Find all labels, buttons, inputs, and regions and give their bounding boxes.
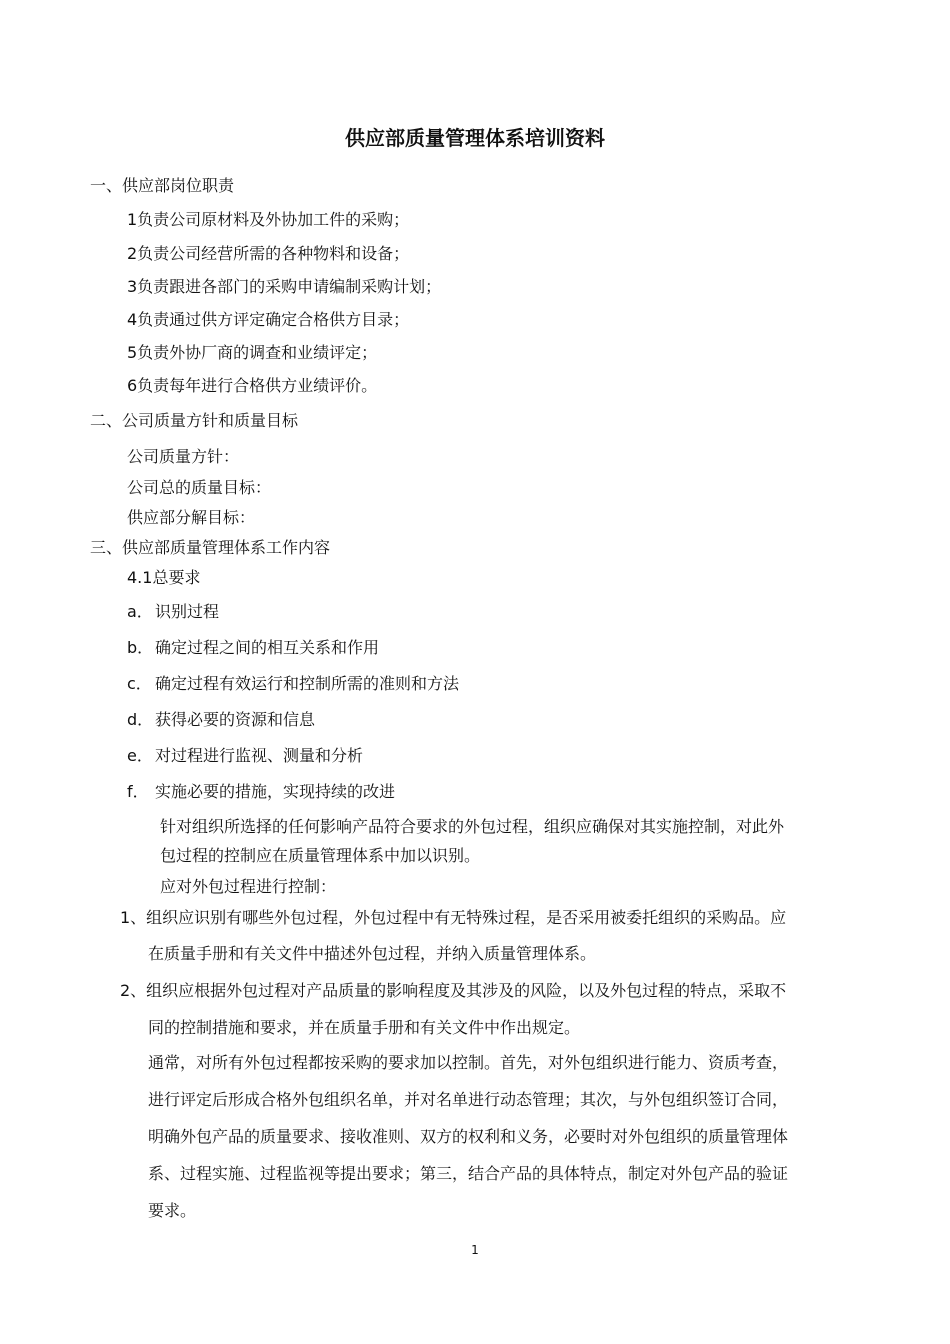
list-marker: b． [127,638,154,657]
list-item [127,709,315,731]
list-item-text: 识别过程 [155,602,220,621]
subsection-heading: 4.1总要求 [127,568,201,587]
paragraph-line: 系、过程实施、过程监视等提出要求；第三，结合产品的具体特点，制定对外包产品的验证 [148,1164,789,1183]
list-item [127,673,459,695]
list-item [127,637,379,659]
numbered-item-line: 1、组织应识别有哪些外包过程，外包过程中有无特殊过程，是否采用被委托组织的采购品。应 [120,908,787,927]
list-item [127,601,219,623]
list-item: 5负责外协厂商的调查和业绩评定； [127,343,378,362]
list-item: 3负责跟进各部门的采购申请编制采购计划； [127,277,442,296]
list-item: 供应部分解目标： [127,508,256,527]
list-item: 2负责公司经营所需的各种物料和设备； [127,244,410,263]
list-item: 公司总的质量目标： [127,478,272,497]
list-marker: e． [127,746,153,765]
list-item: 6负责每年进行合格供方业绩评价。 [127,376,378,395]
list-item-text: 对过程进行监视、测量和分析 [155,746,364,765]
list-item-text: 确定过程有效运行和控制所需的准则和方法 [155,674,460,693]
section-heading: 一、供应部岗位职责 [90,176,235,195]
list-marker: d． [127,710,154,729]
section-heading: 三、供应部质量管理体系工作内容 [90,538,331,557]
list-item [127,781,395,803]
paragraph-line: 进行评定后形成合格外包组织名单，并对名单进行动态管理；其次，与外包组织签订合同， [148,1090,789,1109]
numbered-item-line: 2、组织应根据外包过程对产品质量的影响程度及其涉及的风险，以及外包过程的特点，采取不 [120,981,787,1000]
paragraph-line: 通常，对所有外包过程都按采购的要求加以控制。首先，对外包组织进行能力、资质考查， [148,1053,789,1072]
list-item-text: 获得必要的资源和信息 [155,710,316,729]
paragraph-line: 针对组织所选择的任何影响产品符合要求的外包过程，组织应确保对其实施控制，对此外 [160,817,785,836]
list-marker: a． [127,602,153,621]
paragraph-line: 明确外包产品的质量要求、接收准则、双方的权利和义务，必要时对外包组织的质量管理体 [148,1127,789,1146]
list-item-text: 实施必要的措施，实现持续的改进 [155,782,396,801]
page-number: 1 [471,1243,479,1257]
paragraph-line: 应对外包过程进行控制： [160,877,337,896]
numbered-item-line: 同的控制措施和要求，并在质量手册和有关文件中作出规定。 [148,1018,581,1037]
list-item [127,745,363,767]
list-marker: c． [127,674,152,693]
paragraph-line: 要求。 [148,1201,197,1220]
numbered-item-line: 在质量手册和有关文件中描述外包过程，并纳入质量管理体系。 [148,944,597,963]
list-item: 1负责公司原材料及外协加工件的采购； [127,210,410,229]
list-item: 4负责通过供方评定确定合格供方目录； [127,310,410,329]
list-marker: f． [127,782,149,801]
document-title: 供应部质量管理体系培训资料 [345,126,605,150]
list-item: 公司质量方针： [127,447,240,466]
paragraph-line: 包过程的控制应在质量管理体系中加以识别。 [160,846,481,865]
list-item-text: 确定过程之间的相互关系和作用 [155,638,380,657]
section-heading: 二、公司质量方针和质量目标 [90,411,299,430]
